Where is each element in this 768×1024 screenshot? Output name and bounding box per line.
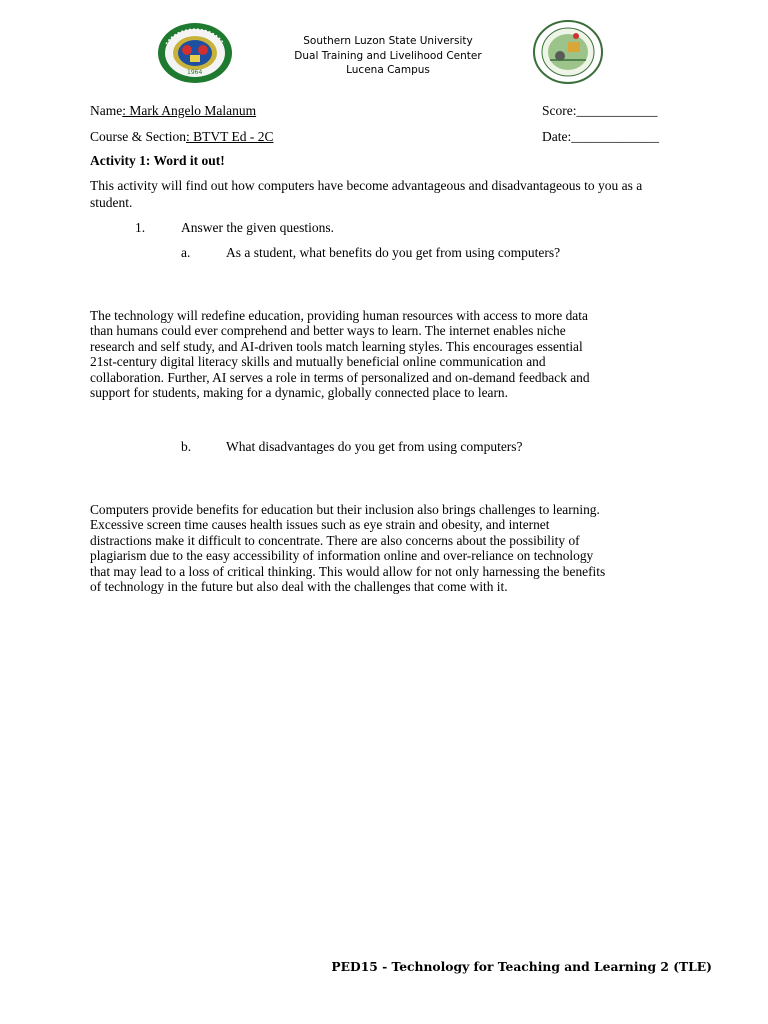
name-field bbox=[90, 103, 256, 119]
date-field bbox=[542, 129, 659, 145]
answer-b-line: plagiarism due to the easy accessibility of information online and over-reliance on technology bbox=[90, 548, 594, 564]
course-field bbox=[90, 129, 274, 145]
name-value: : Mark Angelo Malanum bbox=[122, 103, 257, 118]
activity-intro: This activity will find out how computers have become advantageous and disadvantageous to you as a student. bbox=[90, 178, 643, 210]
answer-b-line: distractions make it difficult to concentrate. There are also concerns about the possibility of bbox=[90, 532, 580, 548]
campus-name: Lucena Campus bbox=[346, 64, 430, 76]
answer-a-line: research and self study, and AI-driven tools match learning styles. This encourages essential bbox=[90, 338, 583, 354]
answer-b-line: that may lead to a loss of critical thinking. This would allow for not only harnessing the benefits bbox=[90, 563, 606, 579]
dtlc-seal-logo bbox=[532, 20, 604, 84]
question-b-text: What disadvantages do you get from using computers? bbox=[226, 439, 523, 454]
answer-a bbox=[90, 308, 680, 400]
answer-a-line: support for students, making for a dynamic, globally connected place to learn. bbox=[90, 385, 508, 401]
answer-b bbox=[90, 502, 680, 594]
answer-a-line: The technology will redefine education, providing human resources with access to more data bbox=[90, 308, 588, 323]
score-field bbox=[542, 103, 658, 119]
institution-header bbox=[268, 34, 508, 78]
answer-a-line: 21st-century digital literacy skills and mutually beneficial online communication and bbox=[90, 354, 546, 370]
score-label: Score: bbox=[542, 103, 577, 118]
answer-b-line: Computers provide benefits for education but their inclusion also brings challenges to learning. bbox=[90, 502, 600, 517]
seal-year: 1964 bbox=[187, 69, 203, 76]
answer-a-line: collaboration. Further, AI serves a role in terms of personalized and on-demand feedback and bbox=[90, 369, 590, 385]
course-value: : BTVT Ed - 2C bbox=[186, 129, 274, 144]
item-number: 1. bbox=[135, 220, 146, 235]
item-text: Answer the given questions. bbox=[181, 220, 334, 235]
answer-b-line: Excessive screen time causes health issues such as eye strain and obesity, and internet bbox=[90, 517, 550, 533]
answer-b-line: of technology in the future but also deal with the challenges that come with it. bbox=[90, 579, 508, 595]
course-label: Course & Section bbox=[90, 129, 186, 144]
university-name: Southern Luzon State University bbox=[303, 35, 473, 47]
date-label: Date: bbox=[542, 129, 572, 144]
question-b-letter: b. bbox=[181, 439, 192, 454]
answer-a-line: than humans could ever comprehend and better ways to learn. The internet enables niche bbox=[90, 323, 566, 339]
course-footer: PED15 - Technology for Teaching and Learning 2 (TLE) bbox=[331, 959, 712, 974]
score-blank: ____________ bbox=[576, 103, 658, 118]
question-a-text: As a student, what benefits do you get from using computers? bbox=[226, 245, 561, 260]
name-label: Name bbox=[90, 103, 123, 118]
date-blank: _____________ bbox=[571, 129, 659, 144]
activity-title: Activity 1: Word it out! bbox=[90, 153, 225, 168]
center-name: Dual Training and Livelihood Center bbox=[294, 49, 482, 62]
question-a-letter: a. bbox=[181, 245, 191, 260]
